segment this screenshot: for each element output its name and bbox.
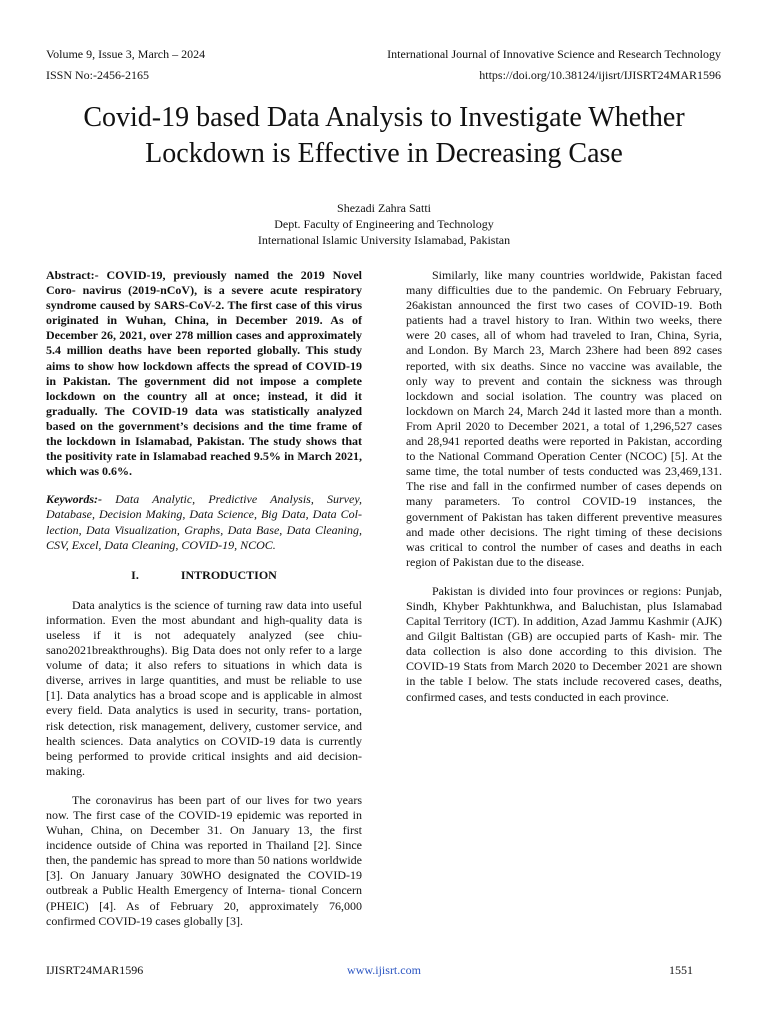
- paragraph: Similarly, like many countries worldwide, Pakistan faced many difficulties due to the pandemic. On February February, 26akistan announced the first two cases of COVID-19. Both patients had a travel history to Iran. Within two weeks, there were 20 cases, all of whom had traveled to Iran, China, Syria, and London. By March 23, March 23here had been 892 cases reported, with six deaths. Since no vaccine was available, the only way to prevent and contain the sickness was through lockdown and social isolation. The country was placed on lockdown on March 24, March 24d it lasted more than a month. From April 2020 to December 2021, a total of 1,296,527 cases and 28,941 reported deaths were reported in Pakistan, according to the National Command Operation Center (NCOC) [5]. At the same time, the total number of tests conducted was 23,469,131. The rise and fall in the confirmed number of cases depends on many parameters. To control COVID-19 instances, the government of Pakistan has taken different preventive measures and made other decisions. The right timing of these decisions was critical to control the number of cases and deaths in each region of Pakistan due to the disease.: [406, 268, 722, 569]
- right-column: [406, 268, 722, 705]
- section-number: I.: [131, 567, 139, 582]
- footer-website-link[interactable]: www.ijisrt.com: [347, 963, 421, 977]
- title-line-1: Covid-19 based Data Analysis to Investigate Whether: [83, 102, 685, 133]
- title-line-2: Lockdown is Effective in Decreasing Case: [145, 138, 623, 169]
- paragraph: Pakistan is divided into four provinces or regions: Punjab, Sindh, Khyber Pakhtunkhwa, and Baluchistan, plus Islamabad Capital Territory (ICT). In addition, Azad Jammu Kashmir (AJK) and Gilgit Baltistan (GB) are occupied parts of Kash- mir. The data collection is also done according to this division. The COVID-19 Stats from March 2020 to December 2021 are shown in the table I below. The stats include recovered cases, deaths, confirmed cases, and tests conducted in each province.: [406, 583, 722, 704]
- paragraph: The coronavirus has been part of our lives for two years now. The first case of the COVID-19 epidemic was reported in Wuhan, China, on December 31. On January 13, the first incidence outside of China was reported in Thailand [2]. Since then, the pandemic has spread to more than 50 nations worldwide [3]. On January January 30WHO designated the COVID-19 outbreak a Public Health Emergency of Interna- tional Concern (PHEIC) [4]. As of February 20, approximately 76,000 confirmed COVID-19 cases globally [3].: [46, 792, 362, 928]
- footer-paper-id: IJISRT24MAR1596: [46, 963, 144, 977]
- section-heading: [46, 568, 362, 583]
- author-university: International Islamic University Islamabad, Pakistan: [257, 233, 511, 247]
- paragraph: Data analytics is the science of turning raw data into useful information. Even the most abundant and high-quality data is useless if it is not adequately analyzed (see chiu- sano2021breakthroughs). Big Data does not only refer to a large volume of data; it also refers to situations in which data is diverse, arrives in large quantities, and must be reliable to use [1]. Data analytics has a broad scope and is applicable in almost every field. Data analytics is used in security, trans- portation, risk detection, risk management, delivery, customer service, and health sciences. Data analytics on COVID-19 data is currently being performed to provide critical insights and aid decision-making.: [46, 597, 362, 778]
- abstract: Abstract:- COVID-19, previously named the 2019 Novel Coro- navirus (2019-nCoV), is a severe acute respiratory syndrome caused by SARS-CoV-2. The first case of this virus originated in Wuhan, China, in December 2019. As of December 26, 2021, over 278 million cases and approximately 5.4 million deaths have been reported globally. This study aims to show how lockdown affects the spread of COVID-19 in Pakistan. The government did not impose a complete lockdown on the country all at once; instead, it did it gradually. The COVID-19 data was statistically analyzed based on the government’s decisions and the time frame of the lockdown in Islamabad, Pakistan. The study shows that the positivity rate in Islamabad reached 9.5% in March 2021, which was 0.6%.: [46, 268, 362, 479]
- author-block: [0, 200, 768, 248]
- header-doi-link[interactable]: https://doi.org/10.38124/ijisrt/IJISRT24MAR1596: [479, 68, 721, 82]
- header-journal: International Journal of Innovative Science and Research Technology: [387, 47, 721, 61]
- keywords-text: Data Analytic, Predictive Analysis, Survey, Database, Decision Making, Data Science, Big Data, Data Col- lection, Data Visualization, Graphs, Data Base, Data Cleaning, CSV, Excel, Data Cleaning, COVID-19, NCOC.: [46, 492, 362, 552]
- author-dept: Dept. Faculty of Engineering and Technology: [274, 217, 494, 231]
- left-column: [46, 268, 362, 929]
- author-name: Shezadi Zahra Satti: [337, 201, 431, 215]
- section-title: INTRODUCTION: [180, 567, 277, 582]
- paper-title: [30, 100, 738, 172]
- header-issn: ISSN No:-2456-2165: [46, 68, 150, 82]
- keywords-label: Keywords:-: [46, 492, 102, 507]
- footer-page-number: 1551: [669, 963, 693, 977]
- keywords: [46, 492, 362, 552]
- header-volume: Volume 9, Issue 3, March – 2024: [46, 47, 206, 61]
